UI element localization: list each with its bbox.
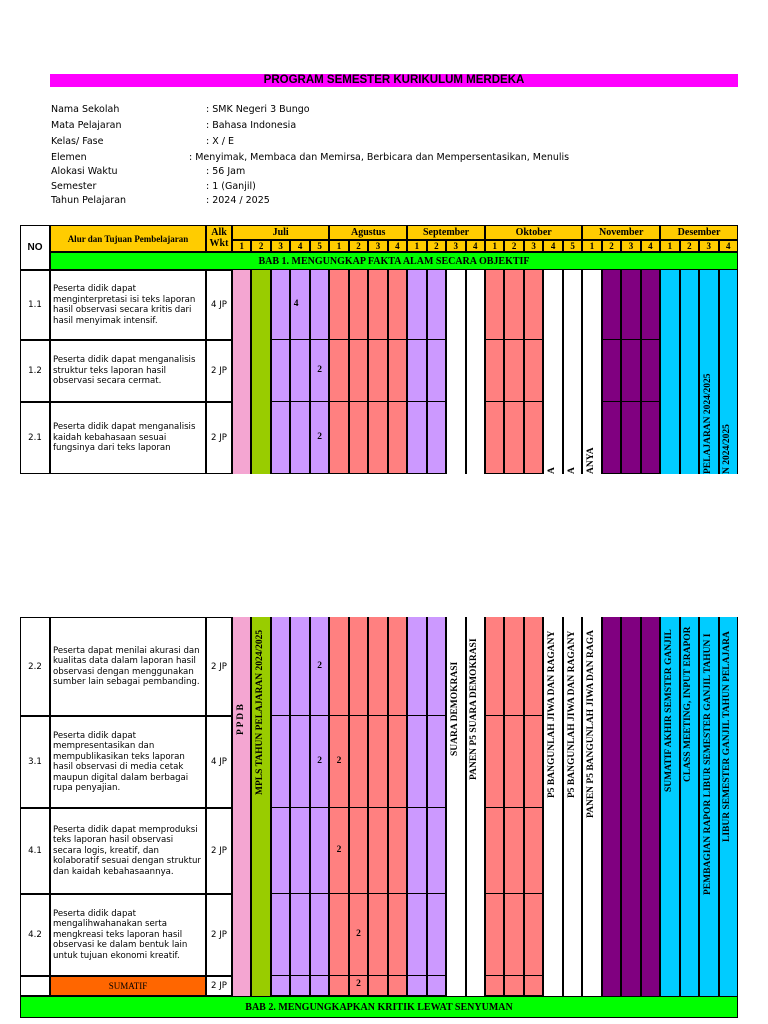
row-line <box>388 339 407 340</box>
row-line <box>407 401 426 402</box>
row-line <box>641 401 660 402</box>
week-column <box>602 270 621 474</box>
week-column <box>602 617 621 996</box>
row-line <box>427 807 446 808</box>
week-column <box>621 617 640 996</box>
row-line <box>310 715 329 716</box>
row-line <box>368 807 387 808</box>
row-line <box>504 893 523 894</box>
learning-goal-text: Peserta didik dapat mengalihwahanakan serta mengkreasi teks laporan hasil observasi ke dalam bentuk lain untuk tujuan ekonomi kreatif. <box>53 908 188 961</box>
sumatif-label: SUMATIF <box>108 981 148 991</box>
pembagian-rapor-label: PEMBAGIAN RAPOR LIBUR SEMESTER GANJIL TAHUN I <box>702 633 713 895</box>
info-value: : Bahasa Indonesia <box>206 120 297 131</box>
week-column <box>621 270 640 474</box>
week-column <box>524 270 543 474</box>
week-column <box>485 270 504 474</box>
row-line <box>368 473 387 474</box>
no-header: NO <box>27 242 43 253</box>
month-label: Agustus <box>350 227 386 238</box>
row-line <box>621 473 640 474</box>
row-line <box>290 715 309 716</box>
week-label: 4 <box>395 241 400 251</box>
week-label: 2 <box>687 241 692 251</box>
learning-goal-text: Peserta dapat menilai akurasi dan kualitas data dalam laporan hasil observasi dengan menggunakan sumber lain sebagai pembanding. <box>53 645 200 687</box>
info-label: Alokasi Waktu <box>51 166 118 177</box>
row-line <box>329 807 348 808</box>
row-line <box>271 715 290 716</box>
row-line <box>504 401 523 402</box>
cut-label: A <box>566 467 577 474</box>
week-column <box>680 270 699 474</box>
allocation-text: 2 JP <box>211 433 227 443</box>
row-line <box>310 807 329 808</box>
row-line <box>407 339 426 340</box>
row-line <box>427 473 446 474</box>
info-value: : SMK Negeri 3 Bungo <box>206 104 310 115</box>
row-number: 2.1 <box>28 433 42 443</box>
row-line <box>329 975 348 976</box>
week-label: 3 <box>375 241 381 251</box>
bab-2-label: BAB 2. MENGUNGKAPKAN KRITIK LEWAT SENYUMAN <box>245 1001 513 1013</box>
row-number: 4.2 <box>28 930 42 940</box>
schedule-mark: 4 <box>293 299 299 309</box>
row-line <box>407 715 426 716</box>
week-label: 3 <box>628 241 634 251</box>
info-label: Tahun Pelajaran <box>51 195 127 206</box>
row-line <box>310 339 329 340</box>
week-column <box>504 270 523 474</box>
row-line <box>427 975 446 976</box>
week-column <box>232 270 251 474</box>
week-label: 1 <box>336 241 342 251</box>
row-line <box>329 339 348 340</box>
info-value: : 1 (Ganjil) <box>206 181 256 192</box>
row-line <box>524 473 543 474</box>
week-column <box>388 270 407 474</box>
row-line <box>641 473 660 474</box>
row-line <box>524 893 543 894</box>
row-line <box>368 401 387 402</box>
week-column <box>466 270 485 474</box>
learning-goal-text: Peserta didik dapat menginterpretasi isi teks laporan hasil observasi secara kritis dari hasil menyimak intensif. <box>53 284 196 326</box>
row-line <box>290 473 309 474</box>
schedule-mark: 2 <box>317 756 322 766</box>
schedule-mark: 2 <box>356 929 361 939</box>
row-number: 4.1 <box>28 846 42 856</box>
row-line <box>602 401 621 402</box>
row-line <box>290 339 309 340</box>
row-line <box>388 715 407 716</box>
schedule-mark: 2 <box>317 365 322 375</box>
page-title: PROGRAM SEMESTER KURIKULUM MERDEKA <box>50 74 738 87</box>
row-line <box>427 339 446 340</box>
info-label: Nama Sekolah <box>51 104 120 115</box>
row-number: 2.2 <box>28 661 42 672</box>
week-column <box>329 270 348 474</box>
row-line <box>602 473 621 474</box>
row-line <box>271 401 290 402</box>
cut-label: A <box>547 467 558 474</box>
week-column <box>446 270 465 474</box>
week-column <box>660 270 679 474</box>
allocation-text: 2 JP <box>211 366 227 376</box>
row-line <box>388 975 407 976</box>
week-label: 4 <box>648 241 653 251</box>
row-line <box>290 807 309 808</box>
row-no-cell <box>20 976 50 996</box>
p5-raga-label: P5 BANGUNLAH JIWA DAN RAGANY <box>566 630 577 798</box>
row-line <box>290 401 309 402</box>
mpls-label: MPLS TAHUN PELAJARAN 2024/2025 <box>255 629 266 795</box>
row-line <box>388 473 407 474</box>
cut-label: PELAJARAN 2024/2025 <box>702 373 713 474</box>
week-column <box>563 270 582 474</box>
row-line <box>310 975 329 976</box>
cut-label: N 2024/2025 <box>722 424 733 474</box>
row-number: 1.1 <box>28 300 42 310</box>
week-column <box>641 270 660 474</box>
row-line <box>310 473 329 474</box>
row-line <box>504 339 523 340</box>
allocation-text: 2 JP <box>211 846 227 856</box>
row-number: 1.2 <box>28 366 42 376</box>
row-line <box>388 401 407 402</box>
row-line <box>524 401 543 402</box>
week-column <box>427 270 446 474</box>
row-line <box>504 715 523 716</box>
cut-label: ANYA <box>586 447 597 474</box>
row-line <box>349 975 368 976</box>
week-label: 3 <box>531 241 536 251</box>
row-line <box>271 893 290 894</box>
allocation-text: 2 JP <box>211 930 227 940</box>
month-label: September <box>423 227 470 238</box>
week-column <box>251 270 270 474</box>
learning-goal-text: Peserta didik dapat menganalisis struktur teks laporan hasil observasi secara cermat. <box>53 355 196 387</box>
week-label: 4 <box>297 241 303 251</box>
row-line <box>407 473 426 474</box>
row-number: 3.1 <box>28 757 42 767</box>
panen-suara-label: PANEN P5 SUARA DEMOKRASI <box>469 638 480 780</box>
row-line <box>271 807 290 808</box>
row-line <box>329 893 348 894</box>
row-line <box>485 807 504 808</box>
row-line <box>368 715 387 716</box>
row-line <box>427 893 446 894</box>
row-line <box>368 339 387 340</box>
row-line <box>524 715 543 716</box>
row-line <box>524 339 543 340</box>
row-line <box>349 339 368 340</box>
row-line <box>504 975 523 976</box>
libur-semester-label: LIBUR SEMESTER GANJIL TAHUN PELAJARA <box>722 631 733 842</box>
row-line <box>407 975 426 976</box>
sumatif-allocation: 2 JP <box>211 981 227 991</box>
info-value: : Menyimak, Membaca dan Memirsa, Berbicara dan Mempersentasikan, Menulis <box>189 152 570 163</box>
week-label: 1 <box>589 241 595 251</box>
row-line <box>349 807 368 808</box>
schedule-mark: 2 <box>356 979 361 989</box>
schedule-mark: 2 <box>336 845 342 855</box>
row-line <box>485 893 504 894</box>
row-line <box>407 807 426 808</box>
row-line <box>329 473 348 474</box>
row-line <box>427 401 446 402</box>
row-line <box>524 975 543 976</box>
alk-header-label-2: Wkt <box>209 238 229 249</box>
week-label: 3 <box>278 241 283 251</box>
row-line <box>368 975 387 976</box>
row-line <box>388 807 407 808</box>
row-line <box>290 893 309 894</box>
week-label: 2 <box>258 241 264 251</box>
suara-demokrasi-label: SUARA DEMOKRASI <box>449 661 460 756</box>
row-line <box>407 893 426 894</box>
month-label: Juli <box>272 227 289 238</box>
row-line <box>485 715 504 716</box>
week-label: 3 <box>706 241 712 251</box>
class-meeting-label: CLASS MEETING, INPUT ERAPOR <box>683 626 694 782</box>
info-label: Elemen <box>51 152 87 163</box>
week-label: 3 <box>453 241 459 251</box>
allocation-text: 4 JP <box>211 300 227 310</box>
week-label: 2 <box>609 241 614 251</box>
row-line <box>641 339 660 340</box>
row-line <box>504 473 523 474</box>
row-line <box>485 339 504 340</box>
row-line <box>504 807 523 808</box>
row-line <box>329 715 348 716</box>
row-line <box>621 339 640 340</box>
row-line <box>349 473 368 474</box>
allocation-text: 2 JP <box>211 661 227 672</box>
row-line <box>271 339 290 340</box>
row-line <box>310 893 329 894</box>
info-value: : 2024 / 2025 <box>206 195 270 206</box>
p5-raga-label: P5 BANGUNLAH JIWA DAN RAGANY <box>547 630 558 798</box>
month-label: November <box>599 227 644 238</box>
week-label: 2 <box>511 241 517 251</box>
alk-header-label-1: Alk <box>211 227 227 238</box>
week-column <box>368 270 387 474</box>
month-label: Oktober <box>515 227 552 238</box>
week-column <box>582 270 601 474</box>
week-label: 5 <box>317 241 322 251</box>
ppdb-label: P P D B <box>235 704 246 735</box>
info-label: Mata Pelajaran <box>51 120 122 131</box>
info-label: Semester <box>51 181 97 192</box>
row-line <box>427 715 446 716</box>
learning-goal-text: Peserta didik dapat mempresentasikan dan mempublikasikan teks laporan hasil observasi di media cetak maupun digital dalam berbagai rupa penyajian. <box>53 730 189 793</box>
week-label: 4 <box>473 241 478 251</box>
learning-goal-text: Peserta didik dapat menganalisis kaidah kebahasaan sesuai fungsinya dari teks laporan <box>53 422 196 454</box>
week-column <box>641 617 660 996</box>
row-line <box>485 473 504 474</box>
schedule-mark: 2 <box>336 756 342 766</box>
info-label: Kelas/ Fase <box>51 136 104 147</box>
info-value: : 56 Jam <box>206 166 246 177</box>
row-line <box>485 975 504 976</box>
week-column <box>349 270 368 474</box>
row-line <box>349 401 368 402</box>
bab-1-label: BAB 1. MENGUNGKAP FAKTA ALAM SECARA OBJEKTIF <box>258 255 530 267</box>
row-line <box>368 893 387 894</box>
row-line <box>349 715 368 716</box>
week-label: 1 <box>239 241 244 251</box>
schedule-mark: 2 <box>317 660 322 671</box>
row-line <box>290 975 309 976</box>
row-line <box>524 807 543 808</box>
week-label: 1 <box>414 241 420 251</box>
goal-header-label: Alur dan Tujuan Pembelajaran <box>67 233 189 244</box>
row-line <box>388 893 407 894</box>
allocation-text: 4 JP <box>211 757 227 767</box>
week-label: 1 <box>667 241 673 251</box>
week-label: 2 <box>434 241 439 251</box>
row-line <box>349 893 368 894</box>
learning-goal-text: Peserta didik dapat memproduksi teks laporan hasil observasi secara logis, kreatif, dan kolaboratif sesuai dengan struktur dan kaidah kebahasaannya. <box>53 824 201 877</box>
week-label: 1 <box>492 241 497 251</box>
row-line <box>271 473 290 474</box>
row-line <box>271 975 290 976</box>
week-label: 2 <box>356 241 361 251</box>
week-column <box>543 270 562 474</box>
schedule-mark: 2 <box>317 432 322 442</box>
panen-raga-label: PANEN P5 BANGUNLAH JIWA DAN RAGA <box>586 630 597 818</box>
row-line <box>485 401 504 402</box>
info-value: : X / E <box>206 136 234 147</box>
row-line <box>602 339 621 340</box>
row-line <box>621 401 640 402</box>
month-label: Desember <box>677 227 721 238</box>
week-label: 4 <box>726 241 731 251</box>
week-label: 5 <box>570 241 575 251</box>
row-line <box>329 401 348 402</box>
row-line <box>310 401 329 402</box>
week-column <box>232 617 251 996</box>
week-column <box>407 270 426 474</box>
week-label: 4 <box>550 241 556 251</box>
sumatif-akhir-label: SUMATIF AKHIR SEMSTER GANJIL <box>663 629 674 792</box>
